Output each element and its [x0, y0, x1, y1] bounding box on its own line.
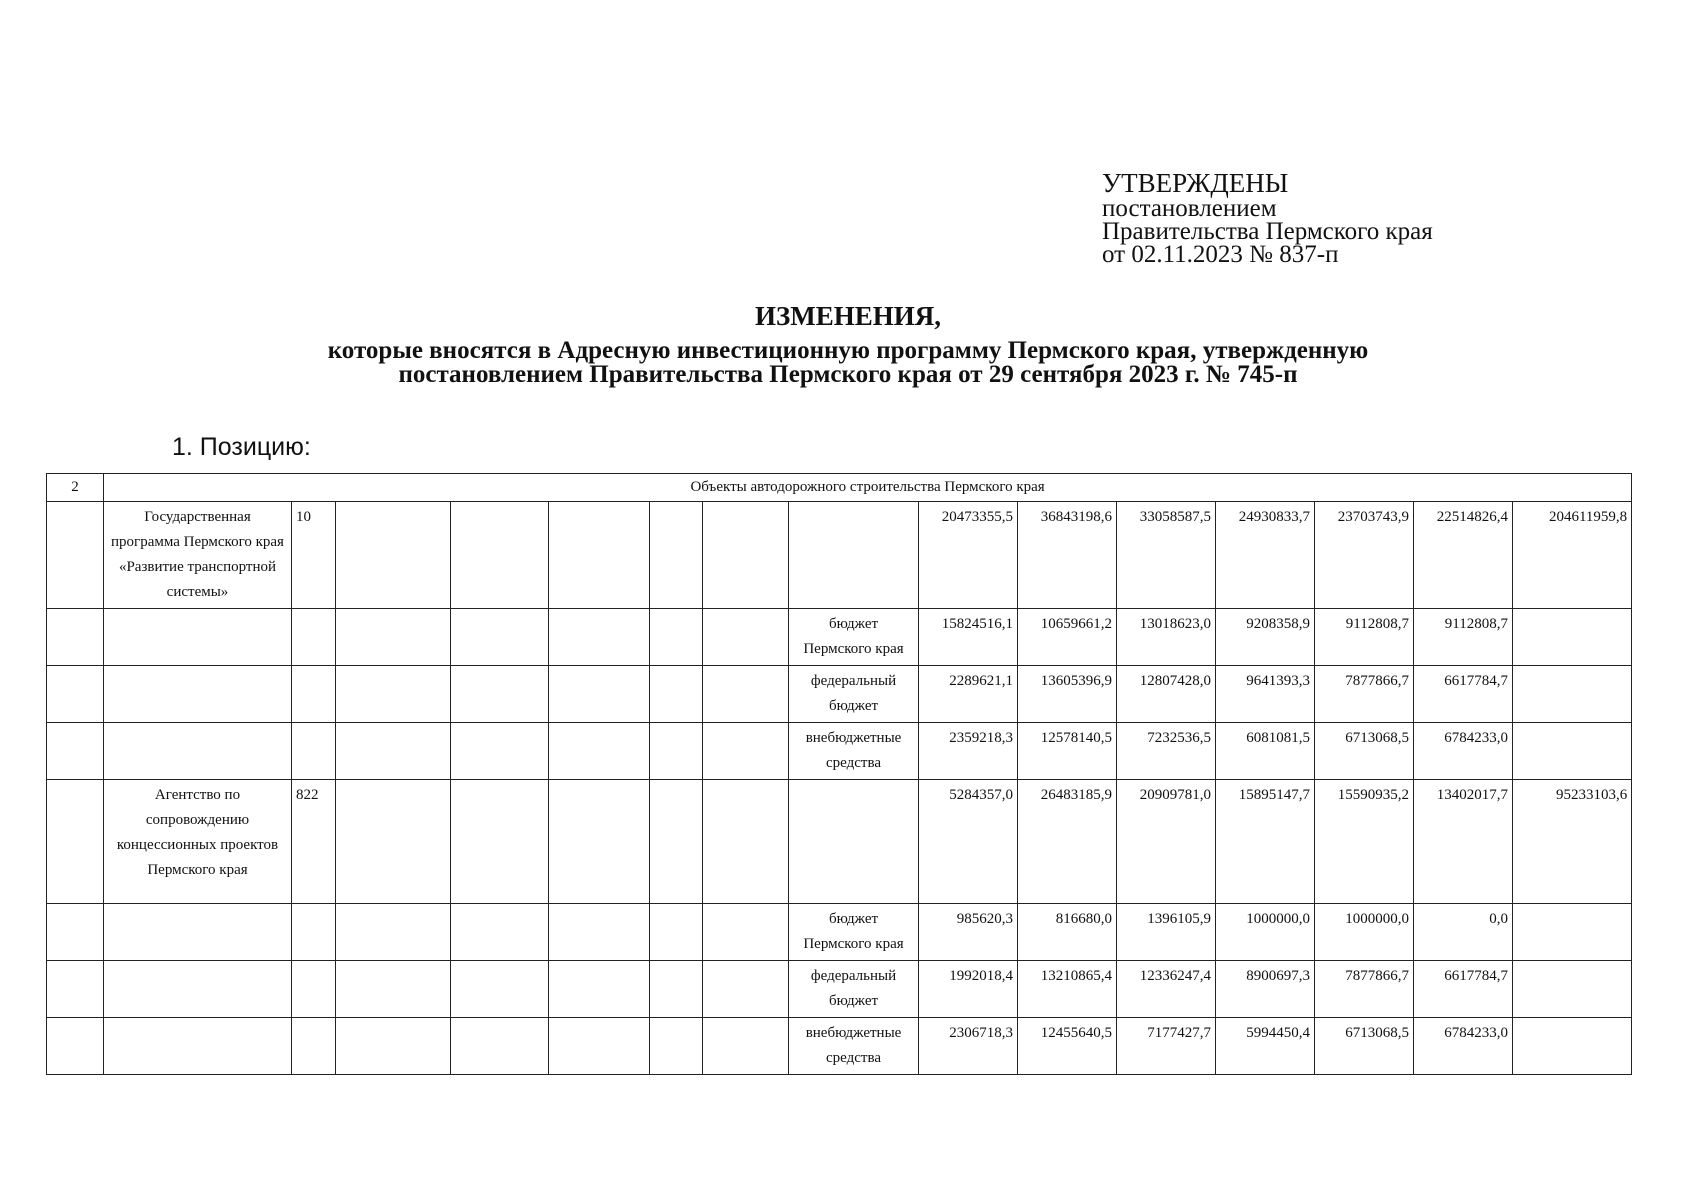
row-number-cell	[47, 666, 104, 723]
empty-cell	[549, 904, 650, 961]
row-code-cell	[292, 904, 336, 961]
row-code-cell	[292, 666, 336, 723]
row-code-cell	[292, 723, 336, 780]
empty-cell	[703, 1018, 789, 1075]
subtitle-line-1: которые вносятся в Адресную инвестиционную программу Пермского края, утвержденную	[327, 337, 1369, 364]
empty-cell	[703, 666, 789, 723]
value-cell: 6713068,5	[1315, 723, 1414, 780]
section-heading: 1. Позицию:	[172, 433, 311, 461]
value-cell: 2289621,1	[919, 666, 1018, 723]
value-cell	[1513, 1018, 1632, 1075]
value-cell	[1513, 723, 1632, 780]
header-section-number: 2	[47, 474, 104, 502]
value-cell: 12455640,5	[1018, 1018, 1117, 1075]
empty-cell	[336, 961, 451, 1018]
value-cell: 5994450,4	[1216, 1018, 1315, 1075]
value-cell: 5284357,0	[919, 780, 1018, 904]
empty-cell	[549, 1018, 650, 1075]
table-row	[47, 1018, 1632, 1075]
row-number-cell	[47, 502, 104, 609]
value-cell: 9112808,7	[1414, 609, 1513, 666]
empty-cell	[549, 666, 650, 723]
value-cell	[1513, 904, 1632, 961]
value-cell: 7177427,7	[1117, 1018, 1216, 1075]
program-table	[46, 473, 1632, 1075]
value-cell: 15590935,2	[1315, 780, 1414, 904]
row-code-cell: 10	[292, 502, 336, 609]
program-table-wrapper	[46, 473, 1632, 1075]
empty-cell	[703, 609, 789, 666]
row-number-cell	[47, 780, 104, 904]
empty-cell	[650, 502, 703, 609]
empty-cell	[336, 904, 451, 961]
empty-cell	[650, 961, 703, 1018]
row-fund-source-cell: бюджет Пермского края	[789, 904, 919, 961]
row-code-cell	[292, 961, 336, 1018]
value-cell: 22514826,4	[1414, 502, 1513, 609]
table-row	[47, 904, 1632, 961]
empty-cell	[650, 666, 703, 723]
value-cell: 816680,0	[1018, 904, 1117, 961]
row-number-cell	[47, 961, 104, 1018]
table-row	[47, 961, 1632, 1018]
value-cell	[1513, 609, 1632, 666]
empty-cell	[703, 723, 789, 780]
row-code-cell: 822	[292, 780, 336, 904]
value-cell	[1513, 961, 1632, 1018]
value-cell: 12336247,4	[1117, 961, 1216, 1018]
value-cell: 1396105,9	[1117, 904, 1216, 961]
row-fund-source-cell: федеральный бюджет	[789, 961, 919, 1018]
value-cell: 13018623,0	[1117, 609, 1216, 666]
row-name-cell	[104, 609, 292, 666]
empty-cell	[451, 723, 549, 780]
row-code-cell	[292, 1018, 336, 1075]
empty-cell	[336, 666, 451, 723]
empty-cell	[336, 1018, 451, 1075]
empty-cell	[549, 502, 650, 609]
value-cell: 1992018,4	[919, 961, 1018, 1018]
value-cell: 7877866,7	[1315, 666, 1414, 723]
row-number-cell	[47, 609, 104, 666]
table-row	[47, 609, 1632, 666]
value-cell: 6617784,7	[1414, 961, 1513, 1018]
value-cell: 12578140,5	[1018, 723, 1117, 780]
empty-cell	[650, 780, 703, 904]
empty-cell	[451, 666, 549, 723]
row-fund-source-cell: федеральный бюджет	[789, 666, 919, 723]
document-subtitle	[0, 339, 1696, 387]
value-cell: 2359218,3	[919, 723, 1018, 780]
value-cell: 0,0	[1414, 904, 1513, 961]
row-fund-source-cell	[789, 780, 919, 904]
empty-cell	[703, 904, 789, 961]
value-cell: 6081081,5	[1216, 723, 1315, 780]
empty-cell	[650, 904, 703, 961]
value-cell: 6617784,7	[1414, 666, 1513, 723]
row-name-cell	[104, 904, 292, 961]
value-cell: 24930833,7	[1216, 502, 1315, 609]
table-row	[47, 502, 1632, 609]
value-cell: 33058587,5	[1117, 502, 1216, 609]
value-cell: 7232536,5	[1117, 723, 1216, 780]
approval-block	[1102, 170, 1433, 266]
value-cell: 95233103,6	[1513, 780, 1632, 904]
value-cell: 1000000,0	[1216, 904, 1315, 961]
approval-line-2: постановлением	[1102, 195, 1277, 222]
empty-cell	[336, 780, 451, 904]
row-name-cell	[104, 723, 292, 780]
value-cell: 7877866,7	[1315, 961, 1414, 1018]
row-name-cell: Государственная программа Пермского края «Развитие транспортной системы»	[104, 502, 292, 609]
value-cell: 6784233,0	[1414, 723, 1513, 780]
table-row	[47, 780, 1632, 904]
row-number-cell	[47, 1018, 104, 1075]
value-cell: 6784233,0	[1414, 1018, 1513, 1075]
empty-cell	[451, 609, 549, 666]
approval-line-4: от 02.11.2023 № 837-п	[1102, 241, 1339, 268]
row-name-cell	[104, 666, 292, 723]
row-name-cell	[104, 1018, 292, 1075]
row-number-cell	[47, 904, 104, 961]
row-fund-source-cell: внебюджетные средства	[789, 1018, 919, 1075]
value-cell: 12807428,0	[1117, 666, 1216, 723]
value-cell: 36843198,6	[1018, 502, 1117, 609]
approval-line-3: Правительства Пермского края	[1102, 218, 1433, 245]
value-cell	[1513, 666, 1632, 723]
empty-cell	[703, 502, 789, 609]
empty-cell	[549, 961, 650, 1018]
value-cell: 204611959,8	[1513, 502, 1632, 609]
table-row	[47, 723, 1632, 780]
empty-cell	[336, 609, 451, 666]
value-cell: 2306718,3	[919, 1018, 1018, 1075]
value-cell: 985620,3	[919, 904, 1018, 961]
empty-cell	[336, 502, 451, 609]
table-header-row	[47, 474, 1632, 502]
value-cell: 9641393,3	[1216, 666, 1315, 723]
value-cell: 23703743,9	[1315, 502, 1414, 609]
value-cell: 1000000,0	[1315, 904, 1414, 961]
value-cell: 9112808,7	[1315, 609, 1414, 666]
empty-cell	[451, 961, 549, 1018]
row-name-cell	[104, 961, 292, 1018]
table-row	[47, 666, 1632, 723]
value-cell: 8900697,3	[1216, 961, 1315, 1018]
empty-cell	[451, 780, 549, 904]
subtitle-line-2: постановлением Правительства Пермского края от 29 сентября 2023 г. № 745-п	[398, 361, 1298, 388]
document-title: ИЗМЕНЕНИЯ,	[754, 301, 941, 331]
value-cell: 10659661,2	[1018, 609, 1117, 666]
value-cell: 15895147,7	[1216, 780, 1315, 904]
row-fund-source-cell	[789, 502, 919, 609]
empty-cell	[703, 780, 789, 904]
empty-cell	[451, 1018, 549, 1075]
value-cell: 26483185,9	[1018, 780, 1117, 904]
empty-cell	[650, 1018, 703, 1075]
empty-cell	[336, 723, 451, 780]
empty-cell	[451, 502, 549, 609]
value-cell: 20909781,0	[1117, 780, 1216, 904]
value-cell: 20473355,5	[919, 502, 1018, 609]
empty-cell	[650, 609, 703, 666]
empty-cell	[650, 723, 703, 780]
approval-line-1: УТВЕРЖДЕНЫ	[1102, 168, 1289, 198]
row-number-cell	[47, 723, 104, 780]
row-fund-source-cell: внебюджетные средства	[789, 723, 919, 780]
value-cell: 13210865,4	[1018, 961, 1117, 1018]
empty-cell	[703, 961, 789, 1018]
empty-cell	[549, 780, 650, 904]
value-cell: 13402017,7	[1414, 780, 1513, 904]
value-cell: 13605396,9	[1018, 666, 1117, 723]
empty-cell	[549, 723, 650, 780]
header-section-title: Объекты автодорожного строительства Пермского края	[104, 474, 1632, 502]
empty-cell	[451, 904, 549, 961]
value-cell: 6713068,5	[1315, 1018, 1414, 1075]
program-table-body	[47, 474, 1632, 1075]
empty-cell	[549, 609, 650, 666]
value-cell: 15824516,1	[919, 609, 1018, 666]
row-code-cell	[292, 609, 336, 666]
row-fund-source-cell: бюджет Пермского края	[789, 609, 919, 666]
value-cell: 9208358,9	[1216, 609, 1315, 666]
row-name-cell: Агентство по сопровождению концессионных проектов Пермского края	[104, 780, 292, 904]
